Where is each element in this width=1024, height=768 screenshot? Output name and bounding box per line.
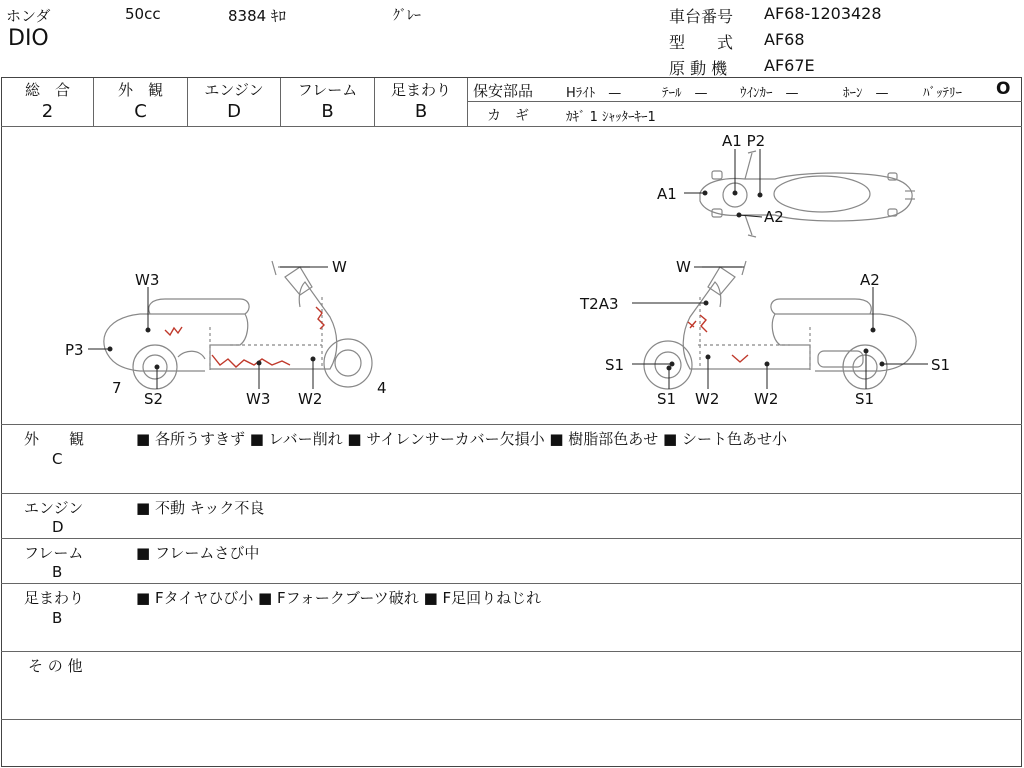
diagram-bottom [1, 424, 1022, 425]
scratch-mark [212, 355, 290, 367]
top-view-scooter [700, 151, 915, 237]
grade-value: C [134, 101, 147, 122]
remark-label-exterior: 外 観 [24, 430, 85, 448]
grade-value: D [227, 101, 241, 122]
remark-text-frame: ■ フレームさび中 [136, 544, 260, 562]
displacement: 50cc [125, 5, 161, 23]
remark-label-other: そ の 他 [28, 657, 83, 675]
engine-value: AF67E [764, 56, 815, 75]
grade-suspension [375, 78, 467, 126]
label-w3: W3 [246, 390, 271, 408]
remark-grade-engine: D [52, 518, 64, 536]
remark-grade-frame: B [52, 563, 63, 581]
type-value: AF68 [764, 30, 805, 49]
label-s1: S1 [657, 390, 677, 408]
grade-col-divider [467, 78, 468, 126]
remark-grade-suspension: B [52, 609, 63, 627]
label-w: W [676, 258, 691, 276]
label-w2: W2 [298, 390, 323, 408]
point-marker [733, 191, 737, 195]
safety-headlight: Hﾗｲﾄ — [566, 86, 622, 101]
remark-divider-5 [1, 719, 1022, 720]
grade-label: 外 観 [117, 81, 163, 99]
grade-value: 2 [41, 101, 54, 122]
safety-battery: ﾊﾞｯﾃﾘｰ [923, 86, 962, 101]
label-p3: P3 [65, 341, 84, 359]
safety-label: 保安部品 [473, 82, 534, 100]
remark-divider-3 [1, 583, 1022, 584]
damage-marks [165, 307, 748, 367]
label-4: 4 [377, 379, 387, 397]
remark-text-engine: ■ 不動 キック不良 [136, 499, 265, 517]
label-a2: A2 [764, 208, 784, 226]
label-s1: S1 [931, 356, 951, 374]
remark-grade-exterior: C [52, 450, 63, 468]
grade-value: B [414, 101, 428, 122]
scratch-mark [165, 327, 182, 335]
label-w3: W3 [135, 271, 160, 289]
grade-engine [188, 78, 280, 126]
label-w2: W2 [754, 390, 779, 408]
frame-no-label: 車台番号 [669, 7, 734, 26]
grade-value: B [321, 101, 334, 122]
keys-value: ｶｷﾞ 1 ｼｬｯﾀｰｷｰ1 [566, 110, 656, 125]
label-w: W [332, 258, 347, 276]
remark-label-engine: エンジン [24, 499, 84, 517]
point-marker [146, 328, 150, 332]
remark-text-suspension: ■ Fタイヤひび小 ■ Fフォークブーツ破れ ■ F足回りねじれ [136, 589, 542, 607]
point-marker [871, 328, 875, 332]
label-s2: S2 [144, 390, 164, 408]
point-marker [257, 361, 261, 365]
label-a1-p2: A1 P2 [722, 132, 766, 150]
point-marker [670, 362, 674, 366]
remark-label-frame: フレーム [24, 544, 84, 562]
label-a1: A1 [657, 185, 677, 203]
point-marker [765, 362, 769, 366]
grade-exterior [94, 78, 187, 126]
scratch-mark [316, 307, 324, 329]
label-s1: S1 [605, 356, 625, 374]
point-marker [704, 301, 708, 305]
grade-label: 足まわり [390, 81, 451, 99]
point-marker [108, 347, 112, 351]
scratch-mark [700, 315, 707, 332]
keys-label: カ ギ [487, 108, 529, 124]
safety-winker: ｳｲﾝｶｰ — [740, 86, 799, 101]
remark-divider-2 [1, 538, 1022, 539]
safety-horn: ﾎｰﾝ — [843, 86, 889, 101]
remark-divider-4 [1, 651, 1022, 652]
label-a2: A2 [860, 271, 880, 289]
point-marker [667, 366, 671, 370]
grade-label: フレーム [297, 81, 358, 99]
point-marker [155, 365, 159, 369]
point-marker [703, 191, 707, 195]
color: ｸﾞﾚｰ [393, 8, 421, 24]
label-t2a3: T2A3 [580, 295, 619, 313]
scratch-mark [732, 355, 748, 362]
frame-no: AF68-1203428 [764, 4, 882, 23]
grade-frame [281, 78, 374, 126]
grade-overall [2, 78, 93, 126]
model-name: DIO [8, 26, 49, 51]
point-marker [758, 193, 762, 197]
label-s1: S1 [855, 390, 875, 408]
point-marker [706, 355, 710, 359]
damage-diagram [0, 127, 1024, 424]
safety-taillight: ﾃｰﾙ — [662, 86, 708, 101]
grade-label: エンジン [204, 81, 264, 99]
label-7: 7 [112, 379, 122, 397]
engine-label: 原 動 機 [669, 59, 728, 78]
point-marker [311, 357, 315, 361]
battery-ok-mark: O [996, 79, 1011, 99]
point-marker [864, 349, 868, 353]
remark-label-suspension: 足まわり [24, 589, 85, 607]
grade-label: 総 合 [24, 81, 70, 99]
point-marker [880, 362, 884, 366]
point-marker [737, 213, 741, 217]
label-w2: W2 [695, 390, 720, 408]
type-label: 型 式 [669, 33, 734, 52]
maker: ホンダ [6, 7, 51, 25]
scratch-mark [688, 321, 696, 328]
remark-divider-1 [1, 493, 1022, 494]
remark-text-exterior: ■ 各所うすきず ■ レバー削れ ■ サイレンサーカバー欠損小 ■ 樹脂部色あせ ■ シート色あせ小 [136, 430, 788, 448]
mileage: 8384 ｷﾛ [228, 7, 286, 25]
safety-key-divider [467, 101, 1022, 102]
